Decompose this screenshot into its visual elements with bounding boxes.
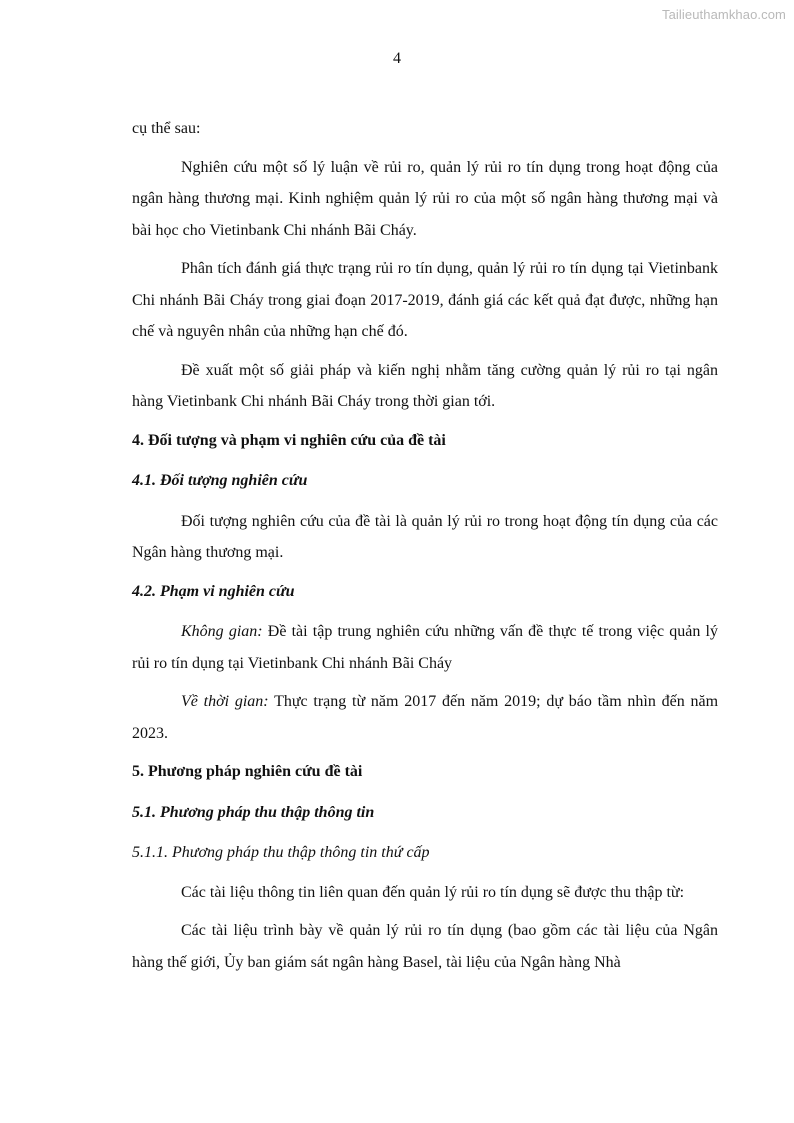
paragraph-research-object: Đối tượng nghiên cứu của đề tài là quản lý rủi ro trong hoạt động tín dụng của các Ngân hàng thương mại. xyxy=(132,512,718,561)
subsection-heading-4-1: 4.1. Đối tượng nghiên cứu xyxy=(132,472,308,489)
subsubsection-heading-5-1-1: 5.1.1. Phương pháp thu thập thông tin thứ cấp xyxy=(132,844,430,861)
section-heading-4: 4. Đối tượng và phạm vi nghiên cứu của đề tài xyxy=(132,431,446,449)
watermark: Tailieuthamkhao.com xyxy=(661,7,786,22)
paragraph-continuation: cụ thể sau: xyxy=(132,120,201,137)
subsection-heading-5-1: 5.1. Phương pháp thu thập thông tin xyxy=(132,803,375,821)
section-heading-5: 5. Phương pháp nghiên cứu đề tài xyxy=(132,763,363,780)
label-space: Không gian: xyxy=(181,623,263,640)
text-time: Thực trạng từ năm 2017 đến năm 2019; dự báo tầm nhìn đến năm 2023. xyxy=(132,693,719,742)
paragraph-scope-space xyxy=(132,616,718,679)
paragraph-documents: Các tài liệu trình bày về quản lý rủi ro tín dụng (bao gồm các tài liệu của Ngân hàng thế giới, Ủy ban giám sát ngân hàng Basel, tài liệu của Ngân hàng Nhà xyxy=(132,922,718,971)
subsection-heading-4-2: 4.2. Phạm vi nghiên cứu xyxy=(132,582,295,600)
text-space: Đề tài tập trung nghiên cứu những vấn đề thực tế trong việc quản lý rủi ro tín dụng tại Vietinbank Chi nhánh Bãi Cháy xyxy=(132,623,718,672)
paragraph-objective-1: Nghiên cứu một số lý luận về rủi ro, quản lý rủi ro tín dụng trong hoạt động của ngân hàng thương mại. Kinh nghiệm quản lý rủi ro của một số ngân hàng thương mại và bài học cho Vietinbank Chi nhánh Bãi Cháy. xyxy=(132,158,718,239)
paragraph-secondary-info: Các tài liệu thông tin liên quan đến quản lý rủi ro tín dụng sẽ được thu thập từ: xyxy=(181,883,685,901)
paragraph-scope-time xyxy=(132,686,718,749)
page-number: 4 xyxy=(393,50,401,67)
label-time: Về thời gian: xyxy=(181,693,269,710)
paragraph-objective-3: Đề xuất một số giải pháp và kiến nghị nhằm tăng cường quản lý rủi ro tại ngân hàng Vietinbank Chi nhánh Bãi Cháy trong thời gian tới. xyxy=(132,361,718,410)
paragraph-objective-2: Phân tích đánh giá thực trạng rủi ro tín dụng, quản lý rủi ro tín dụng tại Vietinbank Chi nhánh Bãi Cháy trong giai đoạn 2017-2019, đánh giá các kết quả đạt được, những hạn chế và nguyên nhân của những hạn chế đó. xyxy=(132,260,718,340)
document-body xyxy=(132,113,718,985)
